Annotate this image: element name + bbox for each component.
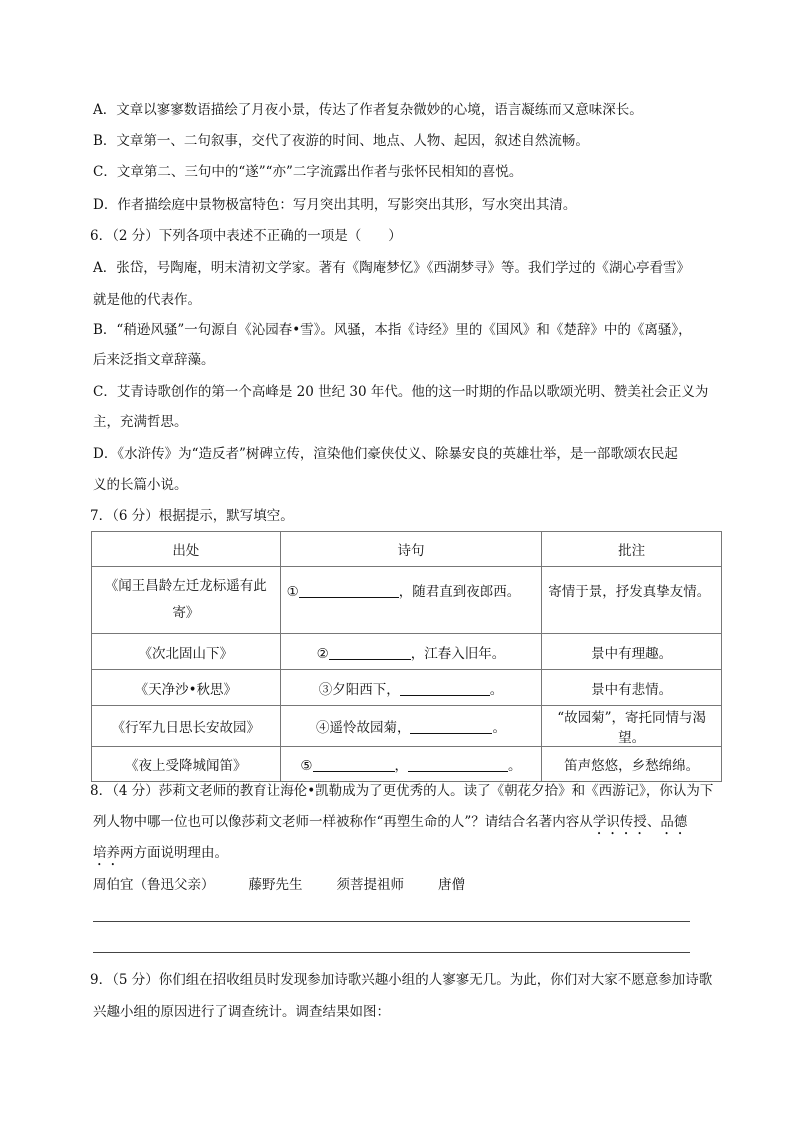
q7-stem: 7．（6 分）根据提示，默写填空。 [90, 508, 294, 524]
candidate-name: 唐僧 [438, 877, 465, 893]
table-header-row [92, 532, 722, 567]
answer-blank-2[interactable] [329, 645, 411, 660]
q6-option-a-line1: A．张岱，号陶庵，明末清初文学家。著有《陶庵梦忆》《西湖梦寻》等。我们学过的《湖心亭看雪》 [93, 260, 690, 276]
candidate-name: 藤野先生 [248, 877, 303, 893]
verse-cell: ② ，江春入旧年。 [280, 634, 542, 670]
verse-cell: ③夕阳西下， 。 [280, 670, 542, 706]
answer-blank-4[interactable] [410, 719, 492, 734]
answer-line[interactable] [93, 952, 690, 953]
answer-blank-6[interactable] [408, 757, 508, 772]
q6-option-d-line2: 义的长篇小说。 [93, 477, 188, 493]
q6-option-c-line2: 主，充满哲思。 [93, 414, 188, 430]
q9-line2: 兴趣小组的原因进行了调查统计。调查结果如图： [93, 1004, 390, 1020]
source-cell: 《闻王昌龄左迁龙标遥有此 寄》 [92, 567, 281, 634]
q6-option-a-line2: 就是他的代表作。 [93, 292, 201, 308]
source-cell: 《次北固山下》 [92, 634, 281, 670]
header-source: 出处 [92, 532, 281, 567]
q8-line2: 列人物中哪一位也可以像莎莉文老师一样被称作“再塑生命的人”？请结合名著内容从学识传授、品德 [93, 814, 688, 830]
source-cell: 《天净沙•秋思》 [92, 670, 281, 706]
note-cell: 景中有理趣。 [542, 634, 722, 670]
note-cell: 笛声悠悠，乡愁绵绵。 [542, 747, 722, 782]
q6-option-c-line1: C．艾青诗歌创作的第一个高峰是 20 世纪 30 年代。他的这一时期的作品以歌颂光明、赞美社会正义为 [93, 384, 709, 400]
q8-line1: 8．（4 分）莎莉文老师的教育让海伦•凯勒成为了更优秀的人。读了《朝花夕拾》和《西游记》，你认为下 [90, 783, 714, 799]
q6-option-b-line1: B．“稍逊风骚”一句源自《沁园春•雪》。风骚，本指《诗经》里的《国风》和《楚辞》中的《离骚》， [93, 322, 692, 338]
note-cell: 寄情于景，抒发真挚友情。 [542, 567, 722, 634]
q5-option-a: A．文章以寥寥数语描绘了月夜小景，传达了作者复杂微妙的心境，语言凝练而又意味深长。 [93, 102, 643, 118]
q5-option-d: D．作者描绘庭中景物极富特色：写月突出其明，写影突出其形，写水突出其清。 [93, 197, 577, 213]
table-row [92, 670, 722, 706]
candidate-name: 须菩提祖师 [336, 877, 404, 893]
source-cell: 《行军九日思长安故园》 [92, 706, 281, 747]
verse-cell: ④遥怜故园菊， 。 [280, 706, 542, 747]
q8-line3: 培养两方面说明理由。 [93, 845, 228, 861]
emphasis-text: 培养 [93, 845, 120, 861]
q6-option-b-line2: 后来泛指文章辞藻。 [93, 352, 215, 368]
answer-blank-3[interactable] [400, 681, 490, 696]
q6-option-d-line1: D．《水浒传》为“造反者”树碑立传，渲染他们豪侠仗义、除暴安良的英雄壮举，是一部歌颂农民起 [93, 446, 678, 462]
emphasis-text: 学识传授 [592, 814, 647, 830]
table-row [92, 567, 722, 634]
table-row [92, 747, 722, 782]
q5-option-b: B．文章第一、二句叙事，交代了夜游的时间、地点、人物、起因，叙述自然流畅。 [93, 133, 589, 149]
emphasis-text: 品德 [660, 814, 688, 830]
answer-blank-1[interactable] [299, 583, 399, 598]
candidate-name: 周伯宜（鲁迅父亲） [93, 877, 215, 893]
note-cell: 景中有悲情。 [542, 670, 722, 706]
q8-candidate-names [93, 875, 499, 895]
table-row [92, 706, 722, 747]
verse-cell: ⑤ ， 。 [280, 747, 542, 782]
answer-line[interactable] [93, 921, 690, 922]
q6-stem: 6．（2 分）下列各项中表述不正确的一项是（ ） [90, 228, 402, 244]
header-note: 批注 [542, 532, 722, 567]
note-cell: “故园菊”，寄托同情与渴望。 [542, 706, 722, 747]
q9-line1: 9．（5 分）你们组在招收组员时发现参加诗歌兴趣小组的人寥寥无几。为此，你们对大家不愿意参加诗歌 [90, 972, 713, 988]
verse-cell: ① ，随君直到夜郎西。 [280, 567, 542, 634]
header-verse: 诗句 [280, 532, 542, 567]
source-cell: 《夜上受降城闻笛》 [92, 747, 281, 782]
table-row [92, 634, 722, 670]
q5-option-c: C．文章第二、三句中的“遂”“亦”二字流露出作者与张怀民相知的喜悦。 [93, 164, 523, 180]
poetry-fill-table [91, 531, 722, 782]
answer-blank-5[interactable] [313, 757, 395, 772]
